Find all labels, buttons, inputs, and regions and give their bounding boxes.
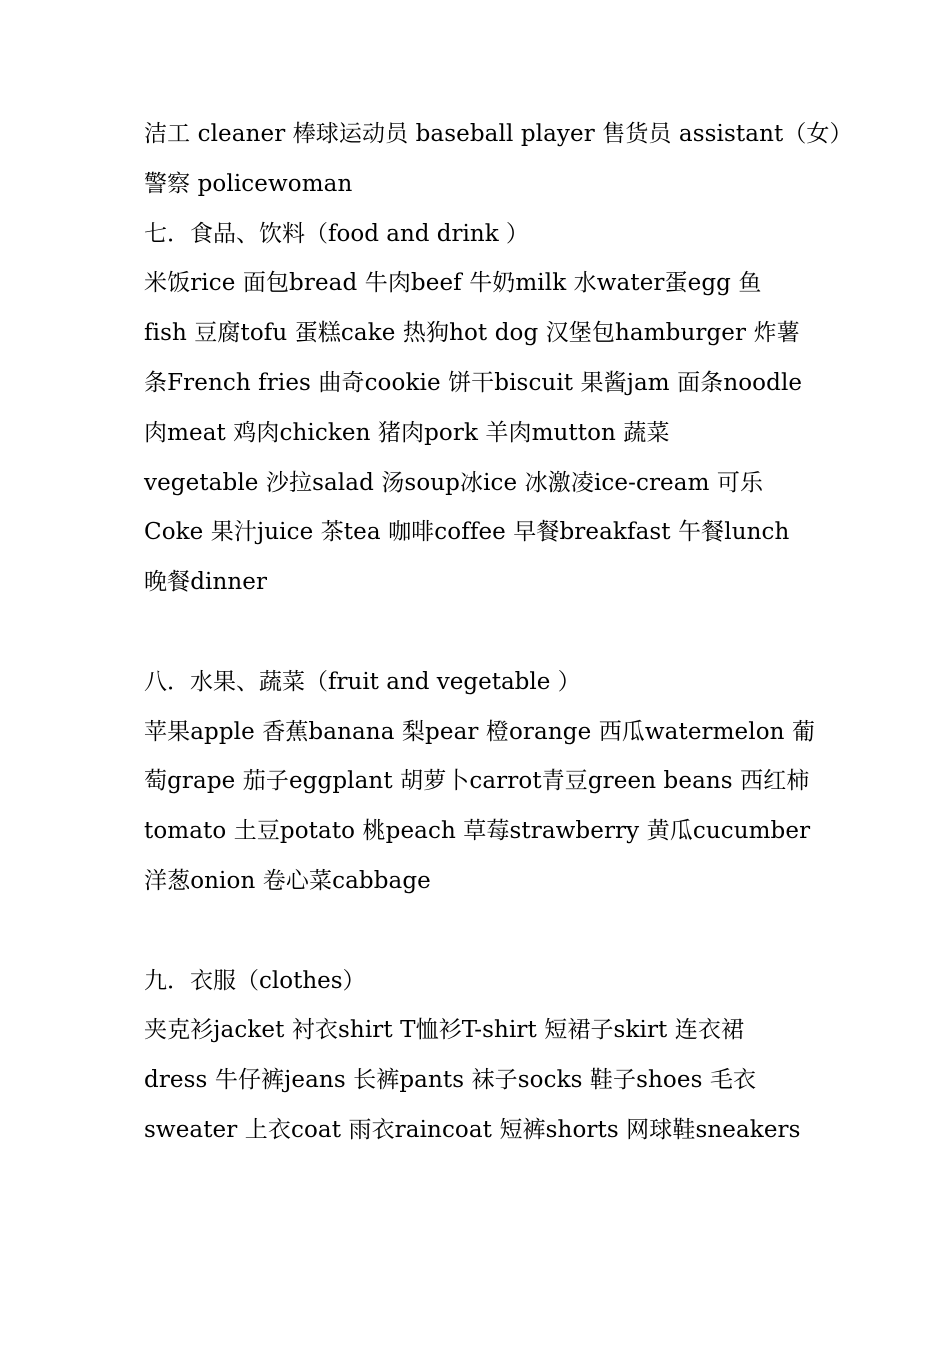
paragraph-spacer xyxy=(144,907,844,957)
section-heading-food: 七．食品、饮料（food and drink ） xyxy=(144,220,529,247)
intro-line-2: 警察 policewoman xyxy=(144,170,353,197)
clothes-line-3: sweater 上衣coat 雨衣raincoat 短裤shorts 网球鞋sneakers xyxy=(144,1116,801,1143)
document-page xyxy=(144,110,853,1156)
fruit-line-2: 萄grape 茄子eggplant 胡萝卜carrot青豆green beans 西红柿 xyxy=(144,768,810,795)
food-line-5: vegetable 沙拉salad 汤soup冰ice 冰激凌ice-cream 可乐 xyxy=(144,469,764,496)
fruit-line-4: 洋葱onion 卷心菜cabbage xyxy=(144,867,431,894)
food-line-2: fish 豆腐tofu 蛋糕cake 热狗hot dog 汉堡包hamburger 炸薯 xyxy=(144,320,800,347)
paragraph-spacer xyxy=(144,608,844,658)
food-line-4: 肉meat 鸡肉chicken 猪肉pork 羊肉mutton 蔬菜 xyxy=(144,419,670,446)
intro-line-1: 洁工 cleaner 棒球运动员 baseball player 售货员 assistant（女） xyxy=(144,121,853,147)
food-line-6: Coke 果汁juice 茶tea 咖啡coffee 早餐breakfast 午餐lunch xyxy=(144,519,790,546)
fruit-line-3: tomato 土豆potato 桃peach 草莓strawberry 黄瓜cucumber xyxy=(144,818,811,845)
clothes-line-1: 夹克衫jacket 衬衣shirt T恤衫T-shirt 短裙子skirt 连衣裙 xyxy=(144,1017,745,1044)
food-line-3: 条French fries 曲奇cookie 饼干biscuit 果酱jam 面条noodle xyxy=(144,369,803,396)
section-heading-fruit: 八．水果、蔬菜（fruit and vegetable ） xyxy=(144,668,581,695)
section-heading-clothes: 九．衣服（clothes） xyxy=(144,967,366,994)
food-line-7: 晚餐dinner xyxy=(144,569,268,596)
fruit-line-1: 苹果apple 香蕉banana 梨pear 橙orange 西瓜watermelon 葡 xyxy=(144,718,816,745)
food-line-1: 米饭rice 面包bread 牛肉beef 牛奶milk 水water蛋egg 鱼 xyxy=(144,270,762,297)
clothes-line-2: dress 牛仔裤jeans 长裤pants 袜子socks 鞋子shoes 毛衣 xyxy=(144,1067,757,1094)
